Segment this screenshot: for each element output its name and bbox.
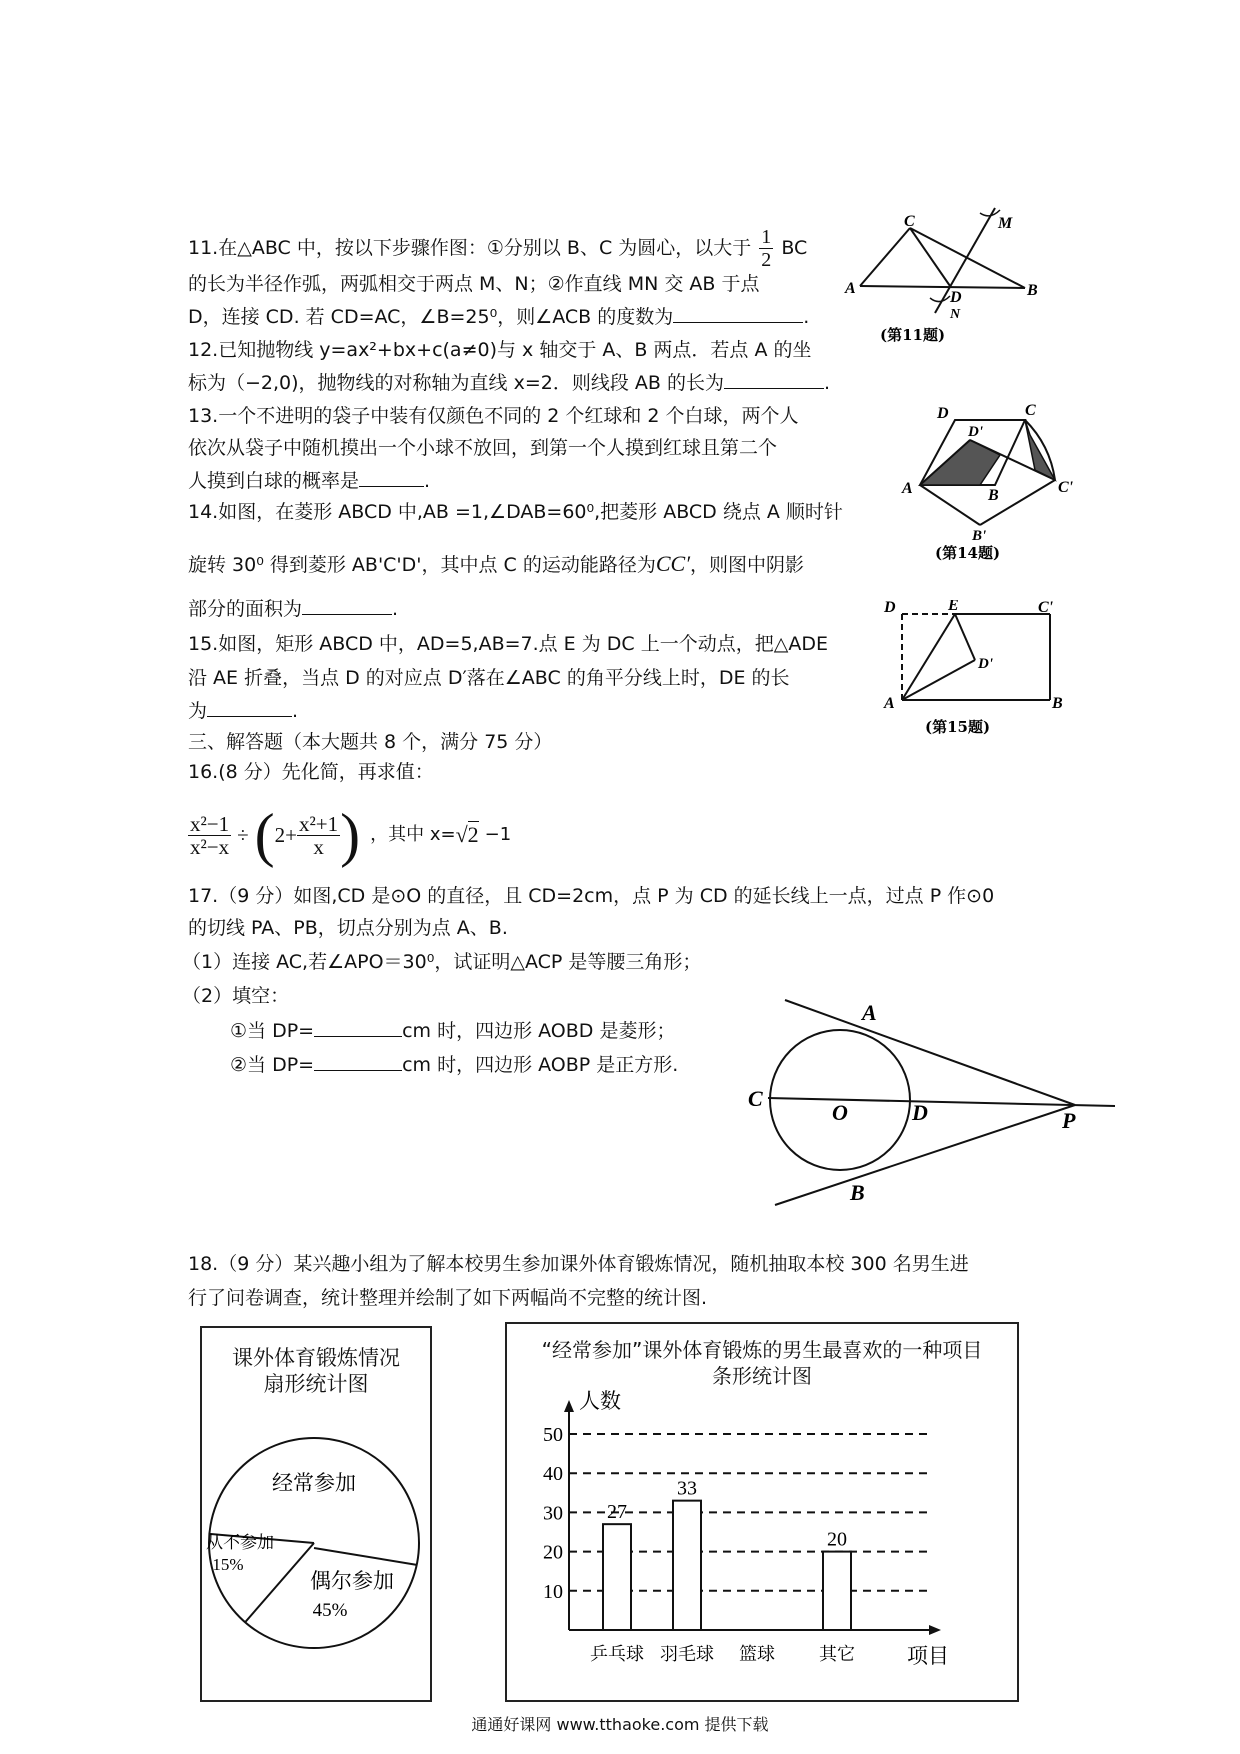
label-B-prime: B' <box>972 528 987 544</box>
label-B: B <box>988 487 999 504</box>
label-D: D <box>884 600 896 616</box>
x-tick-label: 篮球 <box>739 1644 775 1664</box>
bar-subtitle: 条形统计图 <box>712 1364 812 1388</box>
q15-line2: 沿 AE 折叠，当点 D 的对应点 D′落在∠ABC 的角平分线上时，DE 的长 <box>188 667 790 689</box>
footer: 通通好课网 www.tthaoke.com 提供下载 <box>471 1715 769 1734</box>
label-D: D <box>912 1100 928 1125</box>
pie-percent-sometimes: 45% <box>312 1600 348 1621</box>
figure-q17 <box>740 990 1120 1210</box>
y-axis-arrow <box>564 1400 574 1412</box>
pie-chart <box>202 1418 430 1698</box>
y-tick-label: 40 <box>543 1463 563 1486</box>
figure-q14 <box>880 400 1080 565</box>
bar <box>823 1552 851 1630</box>
x-tick-label: 羽毛球 <box>660 1644 714 1664</box>
pie-percent-never: 15% <box>212 1555 244 1574</box>
label-N: N <box>950 307 961 322</box>
label-D: D <box>937 405 949 422</box>
q14-line2: 旋转 30⁰ 得到菱形 AB'C'D'，其中点 C 的运动能路径为CC′，则图中阴影 <box>188 551 805 576</box>
label-B: B <box>1052 695 1063 712</box>
q12-line2: 标为（−2,0)，抛物线的对称轴为直线 x=2．则线段 AB 的长为 . <box>188 372 831 394</box>
label-A: A <box>884 695 895 712</box>
figure-q11 <box>840 198 1040 348</box>
x-axis-arrow <box>929 1625 941 1635</box>
y-axis-label: 人数 <box>579 1389 621 1413</box>
pie-title: 课外体育锻炼情况 <box>232 1346 400 1370</box>
bar-value-label: 33 <box>677 1477 697 1500</box>
label-A: A <box>862 1000 877 1025</box>
y-tick-label: 50 <box>543 1424 563 1446</box>
q11-line1: 11.在△ABC 中，按以下步骤作图：①分别以 B、C 为圆心，以大于 $\frac{1}{2}$ BC <box>188 226 808 271</box>
pie-label-sometimes: 偶尔参加 <box>310 1569 394 1593</box>
bar-value-label: 20 <box>827 1528 847 1551</box>
label-O: O <box>832 1100 848 1125</box>
q13-line2: 依次从袋子中随机摸出一个小球不放回，到第一个人摸到红球且第二个 <box>188 437 778 459</box>
pie-subtitle: 扇形统计图 <box>263 1372 369 1396</box>
q17-line4: （2）填空： <box>182 985 290 1007</box>
bar-chart <box>507 1324 1017 1700</box>
label-D-prime: D' <box>978 656 993 672</box>
q11-line2: 的长为半径作弧，两弧相交于两点 M、N；②作直线 MN 交 AB 于点 <box>188 273 760 295</box>
figure-q15 <box>880 600 1080 740</box>
label-D: D <box>950 289 962 306</box>
label-C: C <box>1025 402 1036 419</box>
bar-title: “经常参加”课外体育锻炼的男生最喜欢的一种项目 <box>541 1338 983 1362</box>
q11-line3: D，连接 CD. 若 CD=AC，∠B=25⁰，则∠ACB 的度数为 . <box>188 306 810 328</box>
bar-chart-box <box>505 1322 1019 1702</box>
y-tick-label: 30 <box>543 1502 563 1525</box>
label-B: B <box>850 1180 865 1205</box>
caption-q11: (第11题) <box>880 326 946 344</box>
bar <box>603 1524 631 1630</box>
label-C: C' <box>1038 600 1054 616</box>
q17-line6: ②当 DP= cm 时，四边形 AOBP 是正方形. <box>230 1054 679 1076</box>
q15-line3: 为 . <box>188 700 299 722</box>
label-E: E <box>948 600 959 614</box>
section-heading: 三、解答题（本大题共 8 个，满分 75 分） <box>188 731 553 753</box>
q15-line1: 15.如图，矩形 ABCD 中，AD=5,AB=7.点 E 为 DC 上一个动点，把△ADE <box>188 633 828 655</box>
pie-label-often: 经常参加 <box>272 1471 356 1495</box>
q17-line1: 17.（9 分）如图,CD 是⊙O 的直径，且 CD=2cm，点 P 为 CD 的延长线上一点，过点 P 作⊙0 <box>188 885 995 907</box>
q13-line3: 人摸到白球的概率是 . <box>188 470 431 492</box>
q12-line1: 12.已知抛物线 y=ax²+bx+c(a≠0)与 x 轴交于 A、B 两点．若点 A 的坐 <box>188 339 812 361</box>
pie-chart-box <box>200 1326 432 1702</box>
pie-slice-boundary <box>314 1548 417 1565</box>
q17-line5: ①当 DP= cm 时，四边形 AOBD 是菱形； <box>230 1020 676 1042</box>
bar-value-label: 27 <box>607 1501 627 1524</box>
q16-expression: $\frac{\text{x²−1}}{\text{x²−x}}$ ÷ ( 2+ $\frac{\text{x²+1}}{x}$ ) ，其中 x= √2 −1 <box>190 802 512 868</box>
q14-line1: 14.如图，在菱形 ABCD 中,AB =1,∠DAB=60⁰,把菱形 ABCD 绕点 A 顺时针 <box>188 501 843 523</box>
label-C: C <box>748 1086 763 1111</box>
label-A: A <box>845 280 856 297</box>
q16-title: 16.(8 分）先化简，再求值： <box>188 761 434 783</box>
pie-label-never: 从不参加 <box>206 1533 274 1552</box>
x-tick-label: 其它 <box>819 1644 855 1664</box>
y-tick-label: 10 <box>543 1580 563 1603</box>
q18-line1: 18.（9 分）某兴趣小组为了解本校男生参加课外体育锻炼情况，随机抽取本校 300 名男生进 <box>188 1253 969 1275</box>
label-C: C <box>904 213 915 230</box>
label-M: M <box>998 215 1013 232</box>
q17-line2: 的切线 PA、PB，切点分别为点 A、B. <box>188 917 508 939</box>
caption-q15: (第15题) <box>925 718 991 736</box>
pie-slice-boundary <box>245 1543 314 1622</box>
x-tick-label: 乒乓球 <box>590 1644 644 1664</box>
label-C-prime: C' <box>1058 479 1074 496</box>
x-axis-label: 项目 <box>907 1644 949 1668</box>
q13-line1: 13.一个不进明的袋子中装有仅颜色不同的 2 个红球和 2 个白球，两个人 <box>188 405 799 427</box>
label-B: B <box>1027 282 1038 299</box>
label-D-prime: D' <box>968 424 983 440</box>
bar <box>673 1501 701 1630</box>
y-tick-label: 20 <box>543 1541 563 1564</box>
label-P: P <box>1062 1108 1076 1133</box>
q18-line2: 行了问卷调查，统计整理并绘制了如下两幅尚不完整的统计图. <box>188 1287 708 1309</box>
caption-q14: (第14题) <box>935 544 1001 562</box>
label-A: A <box>902 480 913 497</box>
q17-line3: （1）连接 AC,若∠APO＝30⁰，试证明△ACP 是等腰三角形； <box>182 951 702 973</box>
q14-line3: 部分的面积为 . <box>188 598 399 620</box>
